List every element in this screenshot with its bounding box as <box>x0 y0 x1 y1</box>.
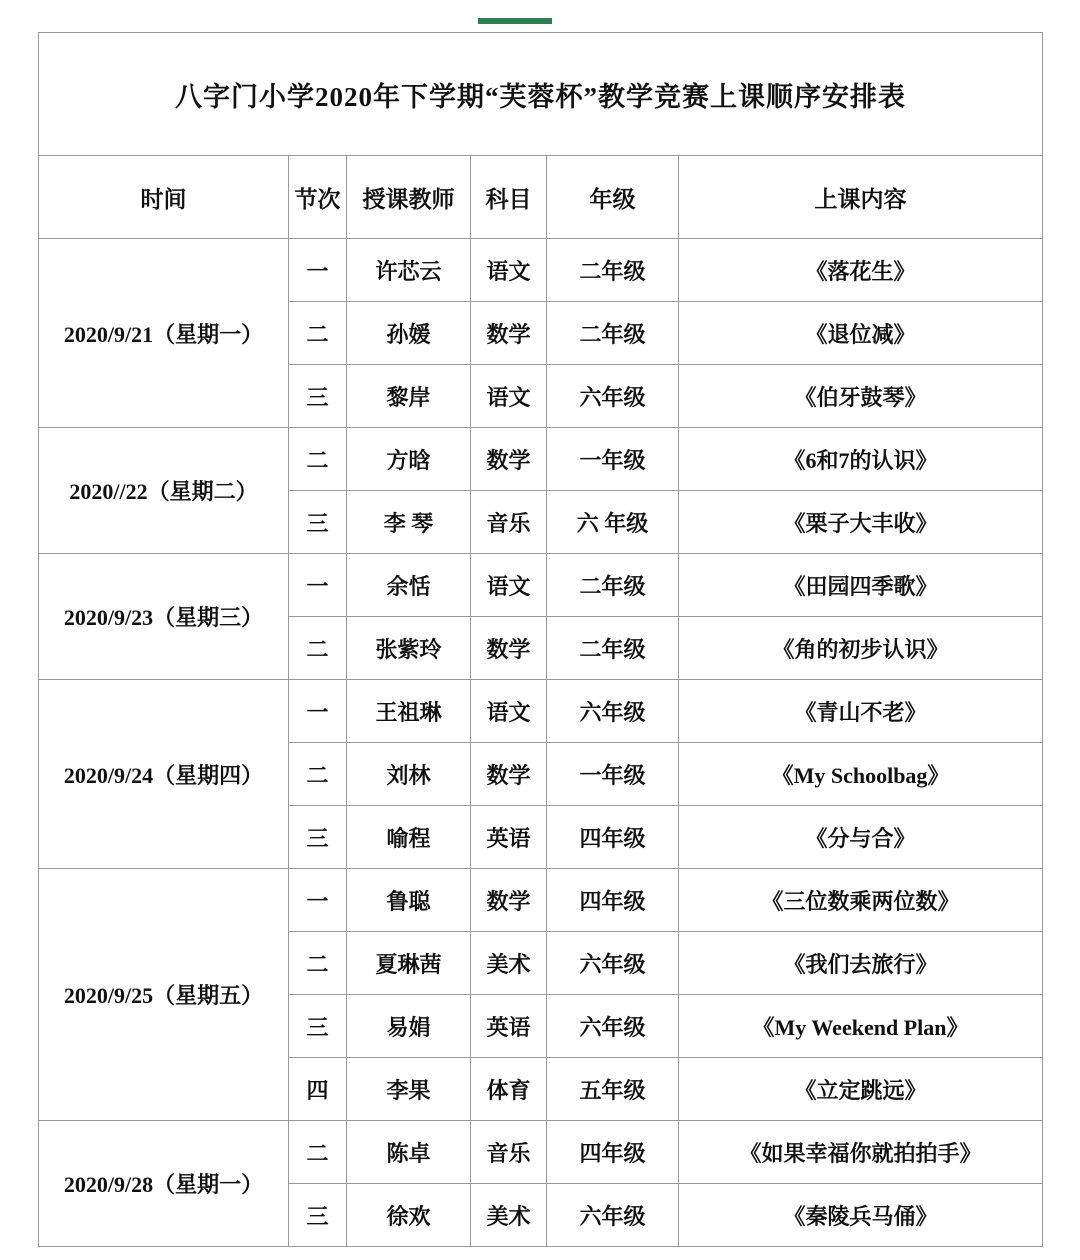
page-title: 八字门小学2020年下学期“芙蓉杯”教学竞赛上课顺序安排表 <box>39 33 1043 156</box>
teacher-cell: 王祖琳 <box>347 680 471 743</box>
table-row <box>39 554 1043 617</box>
content-cell: 《栗子大丰收》 <box>679 491 1043 554</box>
content-cell: 《田园四季歌》 <box>679 554 1043 617</box>
content-cell: 《6和7的认识》 <box>679 428 1043 491</box>
grade-cell: 一年级 <box>547 428 679 491</box>
teacher-cell: 许芯云 <box>347 239 471 302</box>
period-cell: 三 <box>289 365 347 428</box>
grade-cell: 六 年级 <box>547 491 679 554</box>
table-header-row <box>39 156 1043 239</box>
period-cell: 一 <box>289 869 347 932</box>
column-header-period: 节次 <box>289 156 347 239</box>
title-row <box>39 33 1043 156</box>
content-cell: 《如果幸福你就拍拍手》 <box>679 1121 1043 1184</box>
grade-cell: 六年级 <box>547 995 679 1058</box>
content-cell: 《青山不老》 <box>679 680 1043 743</box>
date-cell: 2020//22（星期二） <box>39 428 289 554</box>
content-cell: 《三位数乘两位数》 <box>679 869 1043 932</box>
period-cell: 一 <box>289 239 347 302</box>
period-cell: 三 <box>289 995 347 1058</box>
teacher-cell: 余恬 <box>347 554 471 617</box>
column-header-time: 时间 <box>39 156 289 239</box>
teacher-cell: 鲁聪 <box>347 869 471 932</box>
teacher-cell: 方晗 <box>347 428 471 491</box>
teacher-cell: 黎岸 <box>347 365 471 428</box>
column-header-content: 上课内容 <box>679 156 1043 239</box>
teacher-cell: 夏琳茜 <box>347 932 471 995</box>
period-cell: 四 <box>289 1058 347 1121</box>
teacher-cell: 喻程 <box>347 806 471 869</box>
subject-cell: 数学 <box>471 743 547 806</box>
grade-cell: 六年级 <box>547 932 679 995</box>
teacher-cell: 张紫玲 <box>347 617 471 680</box>
grade-cell: 二年级 <box>547 239 679 302</box>
content-cell: 《落花生》 <box>679 239 1043 302</box>
grade-cell: 四年级 <box>547 1121 679 1184</box>
table-row <box>39 869 1043 932</box>
subject-cell: 语文 <box>471 554 547 617</box>
date-cell: 2020/9/21（星期一） <box>39 239 289 428</box>
grade-cell: 四年级 <box>547 806 679 869</box>
subject-cell: 数学 <box>471 617 547 680</box>
content-cell: 《My Weekend Plan》 <box>679 995 1043 1058</box>
column-header-subject: 科目 <box>471 156 547 239</box>
period-cell: 二 <box>289 428 347 491</box>
grade-cell: 一年级 <box>547 743 679 806</box>
date-cell: 2020/9/23（星期三） <box>39 554 289 680</box>
subject-cell: 英语 <box>471 995 547 1058</box>
content-cell: 《立定跳远》 <box>679 1058 1043 1121</box>
subject-cell: 音乐 <box>471 491 547 554</box>
subject-cell: 美术 <box>471 932 547 995</box>
period-cell: 二 <box>289 617 347 680</box>
table-row <box>39 680 1043 743</box>
content-cell: 《角的初步认识》 <box>679 617 1043 680</box>
subject-cell: 数学 <box>471 869 547 932</box>
grade-cell: 五年级 <box>547 1058 679 1121</box>
period-cell: 二 <box>289 743 347 806</box>
subject-cell: 语文 <box>471 680 547 743</box>
content-cell: 《秦陵兵马俑》 <box>679 1184 1043 1247</box>
teacher-cell: 易娟 <box>347 995 471 1058</box>
content-cell: 《伯牙鼓琴》 <box>679 365 1043 428</box>
period-cell: 一 <box>289 554 347 617</box>
period-cell: 三 <box>289 491 347 554</box>
teacher-cell: 李 琴 <box>347 491 471 554</box>
table-row <box>39 1121 1043 1184</box>
schedule-table <box>38 32 1043 1247</box>
grade-cell: 六年级 <box>547 365 679 428</box>
subject-cell: 美术 <box>471 1184 547 1247</box>
content-cell: 《分与合》 <box>679 806 1043 869</box>
period-cell: 二 <box>289 1121 347 1184</box>
teacher-cell: 陈卓 <box>347 1121 471 1184</box>
grade-cell: 四年级 <box>547 869 679 932</box>
table-row <box>39 239 1043 302</box>
grade-cell: 二年级 <box>547 554 679 617</box>
subject-cell: 数学 <box>471 428 547 491</box>
period-cell: 三 <box>289 806 347 869</box>
grade-cell: 六年级 <box>547 1184 679 1247</box>
teacher-cell: 孙媛 <box>347 302 471 365</box>
teacher-cell: 徐欢 <box>347 1184 471 1247</box>
grade-cell: 二年级 <box>547 302 679 365</box>
period-cell: 一 <box>289 680 347 743</box>
period-cell: 三 <box>289 1184 347 1247</box>
subject-cell: 英语 <box>471 806 547 869</box>
content-cell: 《我们去旅行》 <box>679 932 1043 995</box>
teacher-cell: 李果 <box>347 1058 471 1121</box>
table-row <box>39 428 1043 491</box>
grade-cell: 六年级 <box>547 680 679 743</box>
date-cell: 2020/9/25（星期五） <box>39 869 289 1121</box>
subject-cell: 数学 <box>471 302 547 365</box>
subject-cell: 语文 <box>471 365 547 428</box>
column-header-teacher: 授课教师 <box>347 156 471 239</box>
period-cell: 二 <box>289 302 347 365</box>
date-cell: 2020/9/24（星期四） <box>39 680 289 869</box>
subject-cell: 体育 <box>471 1058 547 1121</box>
accent-bar <box>478 18 552 24</box>
period-cell: 二 <box>289 932 347 995</box>
grade-cell: 二年级 <box>547 617 679 680</box>
content-cell: 《退位减》 <box>679 302 1043 365</box>
content-cell: 《My Schoolbag》 <box>679 743 1043 806</box>
subject-cell: 音乐 <box>471 1121 547 1184</box>
subject-cell: 语文 <box>471 239 547 302</box>
column-header-grade: 年级 <box>547 156 679 239</box>
teacher-cell: 刘林 <box>347 743 471 806</box>
date-cell: 2020/9/28（星期一） <box>39 1121 289 1247</box>
